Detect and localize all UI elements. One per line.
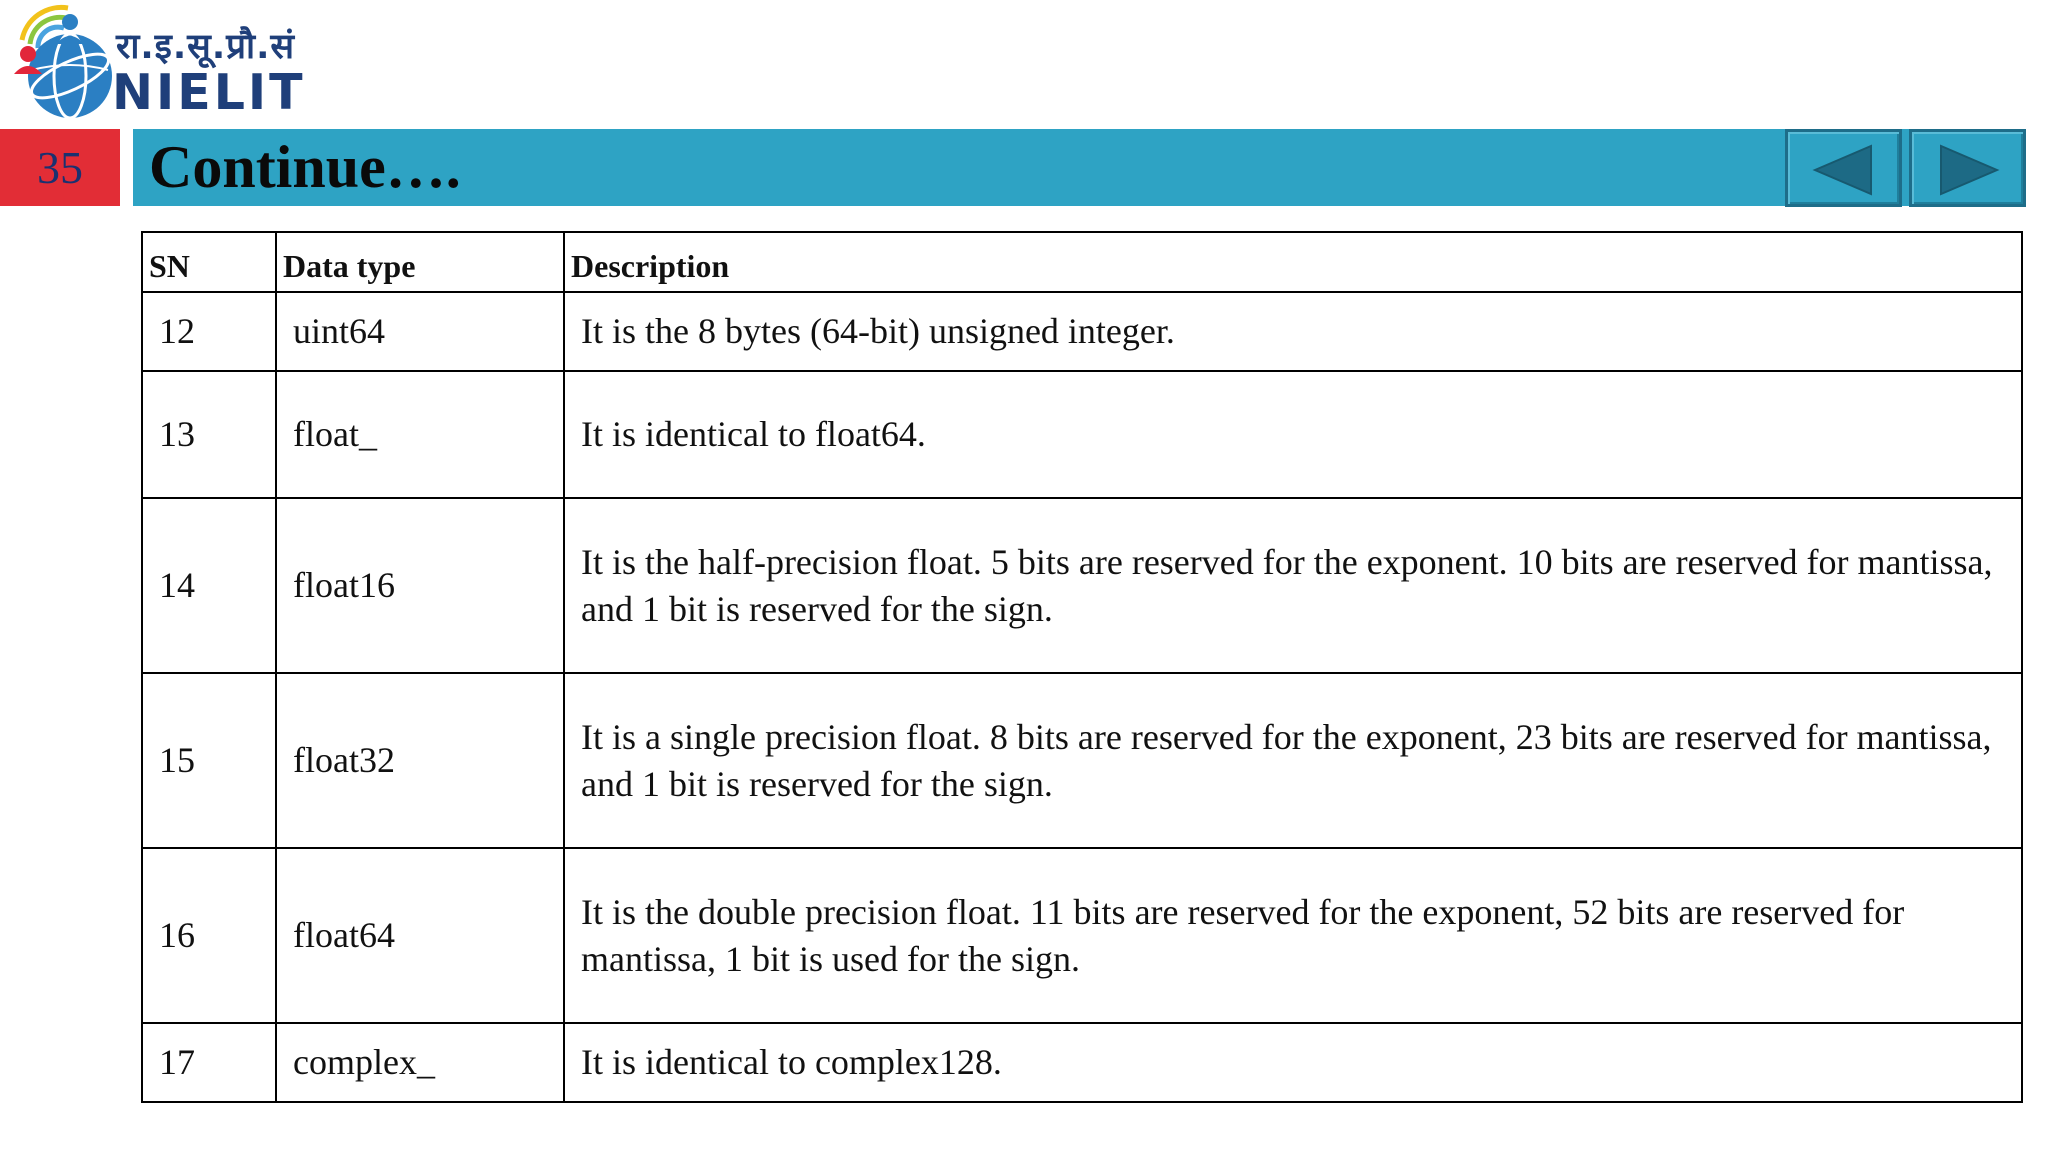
header-description: Description [564,232,2022,292]
cell-description: It is the 8 bytes (64-bit) unsigned integer. [564,292,2022,371]
slide-number: 35 [0,129,120,206]
cell-sn: 12 [142,292,276,371]
cell-data-type: float64 [276,848,564,1023]
table-row [142,498,2022,673]
globe-logo-icon [8,0,118,122]
title-bar [133,129,2026,206]
header-data-type: Data type [276,232,564,292]
data-type-table [141,231,2023,1103]
table-header-row [142,232,2022,292]
cell-data-type: float16 [276,498,564,673]
triangle-right-icon [1933,144,2003,196]
table-row [142,848,2022,1023]
cell-description: It is the half-precision float. 5 bits are reserved for the exponent. 10 bits are reserved for mantissa, and 1 bit is reserved for the sign. [564,498,2022,673]
previous-slide-button[interactable] [1785,129,1902,207]
cell-sn: 15 [142,673,276,848]
next-slide-button[interactable] [1909,129,2026,207]
cell-sn: 14 [142,498,276,673]
triangle-left-icon [1809,144,1879,196]
cell-sn: 17 [142,1023,276,1102]
table-row [142,1023,2022,1102]
cell-data-type: float_ [276,371,564,498]
cell-description: It is identical to complex128. [564,1023,2022,1102]
cell-description: It is the double precision float. 11 bits are reserved for the exponent, 52 bits are reserved for mantissa, 1 bit is used for the sign. [564,848,2022,1023]
logo-hindi-text: रा.इ.सू.प्रौ.सं [116,27,296,67]
cell-sn: 13 [142,371,276,498]
cell-data-type: complex_ [276,1023,564,1102]
cell-data-type: float32 [276,673,564,848]
slide-title: Continue…. [149,134,461,200]
table-row [142,371,2022,498]
header-sn: SN [142,232,276,292]
nielit-logo [8,0,308,122]
cell-description: It is identical to float64. [564,371,2022,498]
table-row [142,673,2022,848]
cell-description: It is a single precision float. 8 bits are reserved for the exponent, 23 bits are reserved for mantissa, and 1 bit is reserved for the sign. [564,673,2022,848]
table-row [142,292,2022,371]
logo-text: NIELIT [112,64,306,121]
cell-data-type: uint64 [276,292,564,371]
cell-sn: 16 [142,848,276,1023]
